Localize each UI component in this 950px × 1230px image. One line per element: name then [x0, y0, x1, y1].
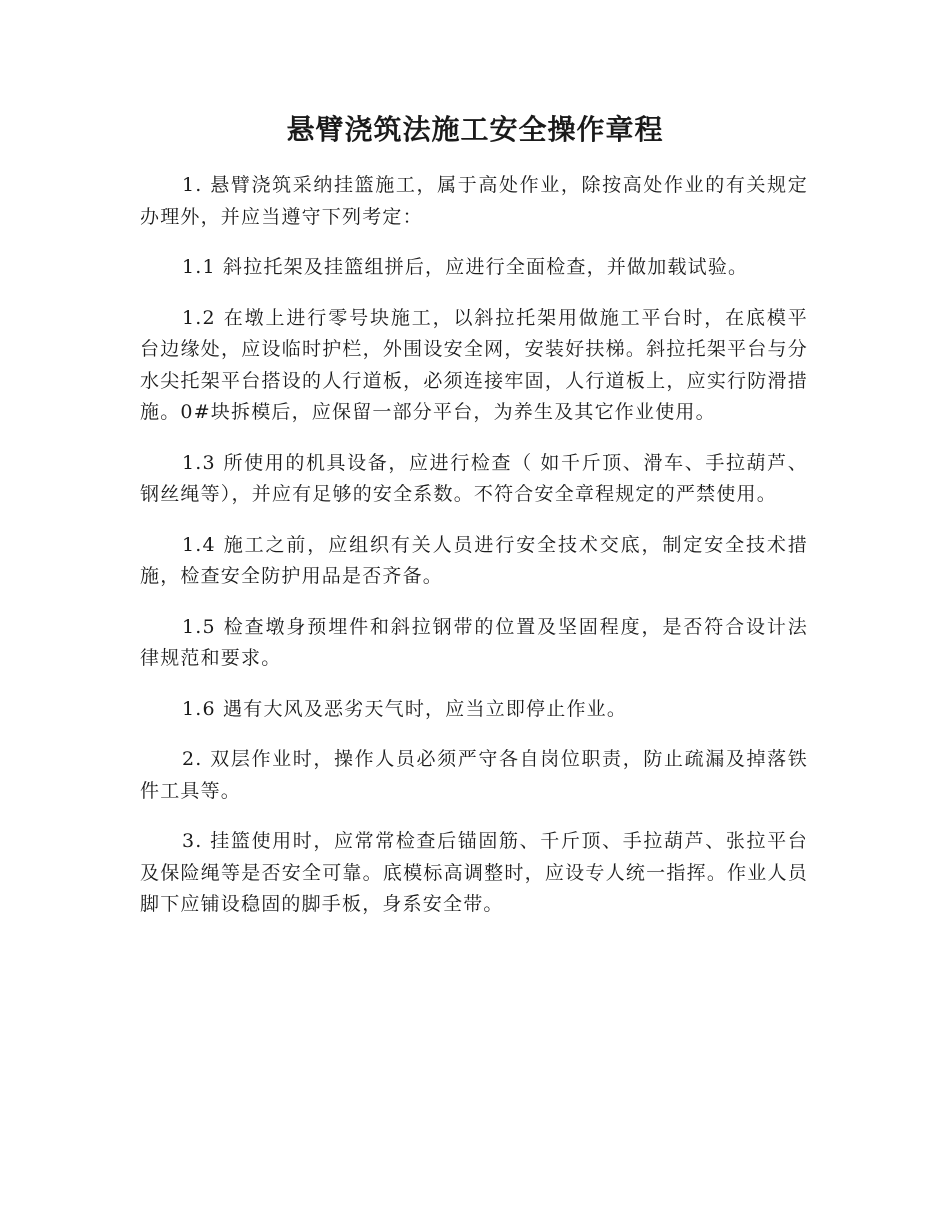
document-title: 悬臂浇筑法施工安全操作章程: [286, 113, 664, 146]
paragraph-1-1: 1.1 斜拉托架及挂篮组拼后，应进行全面检查，并做加载试验。: [182, 256, 749, 278]
paragraph-1: 1. 悬臂浇筑采纳挂篮施工，属于高处作业，除按高处作业的有关规定办理外，并应当遵守下列考定：: [140, 174, 808, 228]
paragraph-1-5: 1.5 检查墩身预埋件和斜拉钢带的位置及坚固程度，是否符合设计法律规范和要求。: [140, 615, 808, 669]
paragraph-2: 2. 双层作业时，操作人员必须严守各自岗位职责，防止疏漏及掉落铁件工具等。: [140, 748, 808, 802]
paragraph-3: 3. 挂篮使用时，应常常检查后锚固筋、千斤顶、手拉葫芦、张拉平台及保险绳等是否安全可靠。底模标高调整时，应设专人统一指挥。作业人员脚下应铺设稳固的脚手板，身系安全带。: [140, 830, 808, 915]
document-body: [140, 170, 808, 940]
paragraph-1-6: 1.6 遇有大风及恶劣天气时，应当立即停止作业。: [182, 697, 628, 720]
paragraph-1-3: 1.3 所使用的机具设备，应进行检查（ 如千斤顶、滑车、手拉葫芦、钢丝绳等），并应有足够的安全系数。不符合安全章程规定的严禁使用。: [140, 451, 808, 505]
paragraph-1-4: 1.4 施工之前，应组织有关人员进行安全技术交底，制定安全技术措施，检查安全防护用品是否齐备。: [140, 533, 808, 587]
paragraph-1-2: 1.2 在墩上进行零号块施工，以斜拉托架用做施工平台时，在底模平台边缘处，应设临时护栏，外围设安全网，安装好扶梯。斜拉托架平台与分水尖托架平台搭设的人行道板，必须连接牢固，人行道板上，应实行防滑措施。0#块拆模后，应保留一部分平台，为养生及其它作业使用。: [140, 306, 808, 423]
